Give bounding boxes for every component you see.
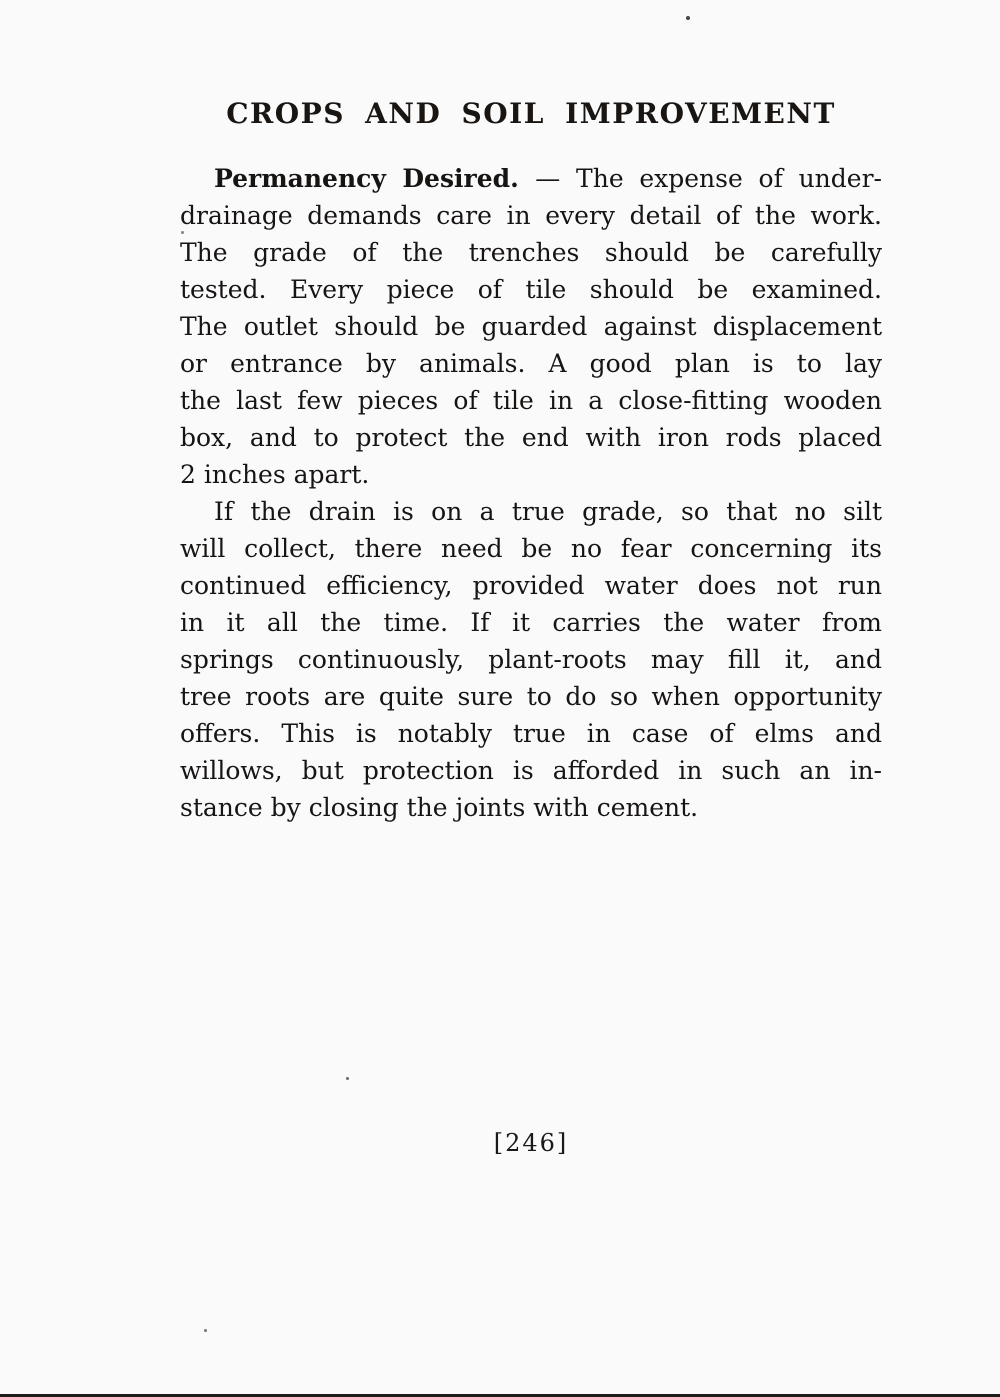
paragraph-lead-bold: Permanency Desired. [214,164,536,193]
body-text [180,160,882,826]
text-segment: box, and to protect the end with iron rods placed [180,423,882,452]
text-line [180,789,882,826]
text-line [180,530,882,567]
text-line [180,271,882,308]
text-segment: tested. Every piece of tile should be examined. [180,275,882,304]
paragraph [180,493,882,826]
text-line [180,456,882,493]
text-line [180,715,882,752]
text-segment: If the drain is on a true grade, so that no silt [214,497,882,526]
paragraph [180,160,882,493]
text-line [180,678,882,715]
scan-speck [686,16,690,20]
text-line [180,345,882,382]
running-head-title: CROPS AND SOIL IMPROVEMENT [226,97,836,130]
text-segment: springs continuously, plant-roots may fill it, and [180,645,882,674]
text-segment: the last few pieces of tile in a close-fitting wooden [180,386,882,415]
text-segment: drainage demands care in every detail of the work. [180,201,882,230]
text-line [180,419,882,456]
scan-speck [346,1077,349,1080]
text-segment: in it all the time. If it carries the water from [180,608,882,637]
text-segment: The outlet should be guarded against displacement [180,312,882,341]
text-line [180,382,882,419]
text-line [180,567,882,604]
text-line [180,604,882,641]
text-segment: will collect, there need be no fear concerning its [180,534,882,563]
text-segment: continued efficiency, provided water does not run [180,571,882,600]
text-segment: or entrance by animals. A good plan is to lay [180,349,882,378]
text-segment: tree roots are quite sure to do so when opportunity [180,682,882,711]
text-line [180,493,882,530]
text-line [180,641,882,678]
page-number: [246] [493,1129,569,1157]
text-line [180,308,882,345]
text-line [180,197,882,234]
scan-speck [204,1329,207,1332]
text-segment: 2 inches apart. [180,460,370,489]
text-line [180,752,882,789]
text-segment: The grade of the trenches should be carefully [180,238,882,267]
text-line [180,234,882,271]
text-segment: offers. This is notably true in case of elms and [180,719,882,748]
text-block [180,0,882,826]
text-segment: willows, but protection is afforded in such an in- [180,756,882,785]
text-line [180,160,882,197]
scan-speck [181,231,184,234]
text-segment: stance by closing the joints with cement. [180,793,699,822]
text-segment: — The expense of under- [535,164,882,193]
